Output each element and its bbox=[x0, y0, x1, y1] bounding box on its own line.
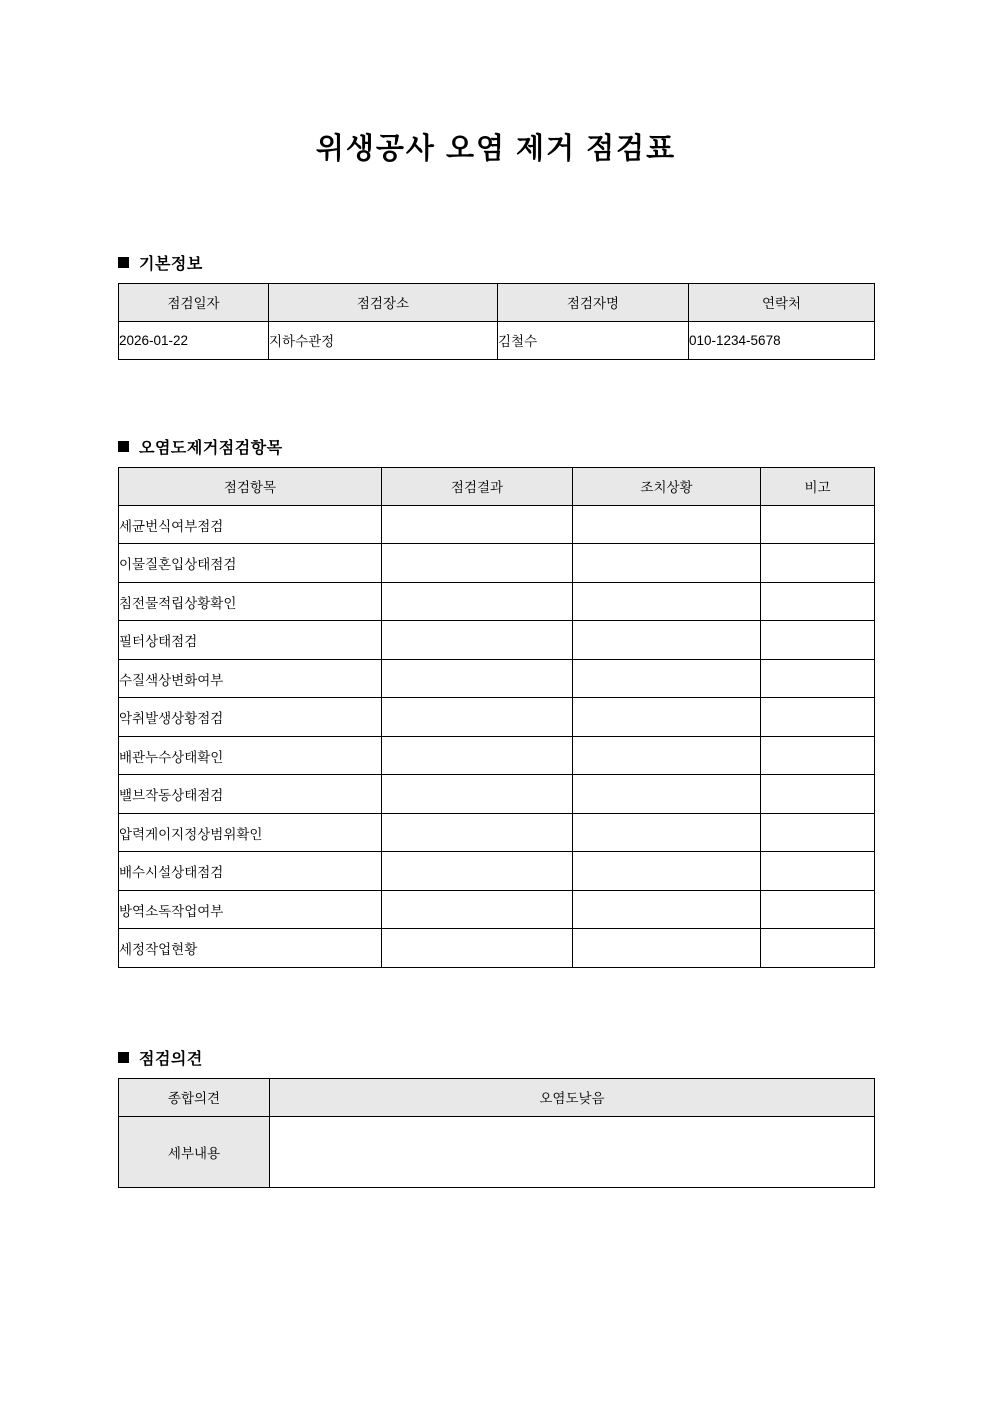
value-summary-opinion[interactable]: 오염도낮음 bbox=[270, 1078, 875, 1116]
col-header-inspection-date: 점검일자 bbox=[119, 283, 269, 321]
table-row bbox=[119, 852, 875, 891]
check-item-label: 배수시설상태점검 bbox=[119, 852, 382, 891]
opinion-section bbox=[118, 1046, 873, 1188]
action-status-cell[interactable] bbox=[573, 698, 761, 737]
col-header-action-status: 조치상황 bbox=[573, 467, 761, 505]
check-item-label: 방역소독작업여부 bbox=[119, 890, 382, 929]
table-row bbox=[119, 505, 875, 544]
page-title: 위생공사 오염 제거 점검표 bbox=[315, 133, 677, 165]
action-status-cell[interactable] bbox=[573, 852, 761, 891]
action-status-cell[interactable] bbox=[573, 736, 761, 775]
remarks-cell[interactable] bbox=[761, 813, 875, 852]
check-result-cell[interactable] bbox=[382, 736, 573, 775]
table-row bbox=[119, 775, 875, 814]
remarks-cell[interactable] bbox=[761, 736, 875, 775]
check-item-label: 수질색상변화여부 bbox=[119, 659, 382, 698]
table-header-row bbox=[119, 467, 875, 505]
remarks-cell[interactable] bbox=[761, 775, 875, 814]
square-bullet-icon bbox=[118, 441, 129, 452]
label-summary-opinion: 종합의견 bbox=[119, 1078, 270, 1116]
value-contact[interactable]: 010-1234-5678 bbox=[689, 321, 875, 359]
value-inspection-date[interactable]: 2026-01-22 bbox=[119, 321, 269, 359]
value-inspector-name[interactable]: 김철수 bbox=[498, 321, 689, 359]
opinion-heading bbox=[118, 1046, 873, 1069]
table-row bbox=[119, 736, 875, 775]
checklist-heading bbox=[118, 435, 873, 458]
remarks-cell[interactable] bbox=[761, 698, 875, 737]
check-result-cell[interactable] bbox=[382, 813, 573, 852]
table-row bbox=[119, 621, 875, 660]
check-item-label: 배관누수상태확인 bbox=[119, 736, 382, 775]
check-item-label: 필터상태점검 bbox=[119, 621, 382, 660]
check-result-cell[interactable] bbox=[382, 659, 573, 698]
remarks-cell[interactable] bbox=[761, 852, 875, 891]
square-bullet-icon bbox=[118, 257, 129, 268]
table-header-row bbox=[119, 283, 875, 321]
col-header-remarks: 비고 bbox=[761, 467, 875, 505]
check-result-cell[interactable] bbox=[382, 852, 573, 891]
checklist-table bbox=[118, 467, 875, 968]
action-status-cell[interactable] bbox=[573, 813, 761, 852]
action-status-cell[interactable] bbox=[573, 890, 761, 929]
check-result-cell[interactable] bbox=[382, 621, 573, 660]
check-result-cell[interactable] bbox=[382, 582, 573, 621]
check-result-cell[interactable] bbox=[382, 929, 573, 968]
check-item-label: 세균번식여부점검 bbox=[119, 505, 382, 544]
remarks-cell[interactable] bbox=[761, 890, 875, 929]
check-item-label: 이물질혼입상태점검 bbox=[119, 544, 382, 583]
check-item-label: 압력게이지정상범위확인 bbox=[119, 813, 382, 852]
table-row bbox=[119, 582, 875, 621]
value-inspection-place[interactable]: 지하수관정 bbox=[269, 321, 498, 359]
basic-info-heading bbox=[118, 251, 873, 274]
check-item-label: 세정작업현황 bbox=[119, 929, 382, 968]
check-result-cell[interactable] bbox=[382, 775, 573, 814]
action-status-cell[interactable] bbox=[573, 621, 761, 660]
col-header-check-result: 점검결과 bbox=[382, 467, 573, 505]
value-detail-content[interactable] bbox=[270, 1116, 875, 1187]
basic-info-table bbox=[118, 283, 875, 360]
square-bullet-icon bbox=[118, 1052, 129, 1063]
label-detail-content: 세부내용 bbox=[119, 1116, 270, 1187]
table-row bbox=[119, 813, 875, 852]
check-result-cell[interactable] bbox=[382, 890, 573, 929]
table-row bbox=[119, 890, 875, 929]
remarks-cell[interactable] bbox=[761, 582, 875, 621]
table-row bbox=[119, 1078, 875, 1116]
action-status-cell[interactable] bbox=[573, 659, 761, 698]
checklist-heading-label: 오염도제거점검항목 bbox=[139, 439, 283, 457]
table-row bbox=[119, 1116, 875, 1187]
check-result-cell[interactable] bbox=[382, 544, 573, 583]
remarks-cell[interactable] bbox=[761, 621, 875, 660]
check-item-label: 침전물적립상황확인 bbox=[119, 582, 382, 621]
action-status-cell[interactable] bbox=[573, 544, 761, 583]
action-status-cell[interactable] bbox=[573, 775, 761, 814]
remarks-cell[interactable] bbox=[761, 659, 875, 698]
col-header-inspection-place: 점검장소 bbox=[269, 283, 498, 321]
check-result-cell[interactable] bbox=[382, 698, 573, 737]
basic-info-heading-label: 기본정보 bbox=[139, 255, 203, 273]
basic-info-section bbox=[118, 251, 873, 360]
table-row bbox=[119, 321, 875, 359]
table-row bbox=[119, 929, 875, 968]
col-header-check-item: 점검항목 bbox=[119, 467, 382, 505]
action-status-cell[interactable] bbox=[573, 505, 761, 544]
check-item-label: 밸브작동상태점검 bbox=[119, 775, 382, 814]
col-header-contact: 연락처 bbox=[689, 283, 875, 321]
table-row bbox=[119, 698, 875, 737]
action-status-cell[interactable] bbox=[573, 929, 761, 968]
action-status-cell[interactable] bbox=[573, 582, 761, 621]
col-header-inspector-name: 점검자명 bbox=[498, 283, 689, 321]
check-item-label: 악취발생상황점검 bbox=[119, 698, 382, 737]
checklist-section bbox=[118, 435, 873, 968]
opinion-heading-label: 점검의견 bbox=[139, 1050, 203, 1068]
table-row bbox=[119, 544, 875, 583]
remarks-cell[interactable] bbox=[761, 544, 875, 583]
remarks-cell[interactable] bbox=[761, 505, 875, 544]
remarks-cell[interactable] bbox=[761, 929, 875, 968]
check-result-cell[interactable] bbox=[382, 505, 573, 544]
table-row bbox=[119, 659, 875, 698]
opinion-table bbox=[118, 1078, 875, 1188]
